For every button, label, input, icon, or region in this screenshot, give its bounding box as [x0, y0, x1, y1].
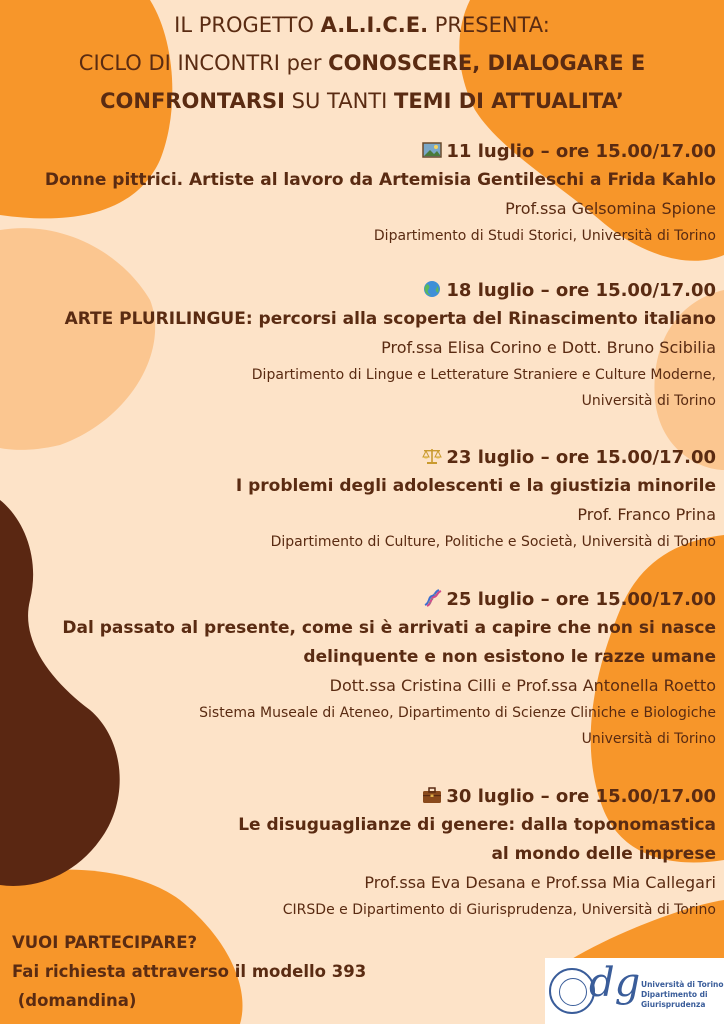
event-department: Sistema Museale di Ateneo, Dipartimento di Scienze Cliniche e Biologiche	[199, 705, 716, 721]
header-text: IL PROGETTO	[174, 13, 321, 37]
header-line-2	[0, 44, 724, 82]
logo-department-name: Dipartimento di Giurisprudenza	[641, 990, 708, 1009]
event-speakers: Prof.ssa Gelsomina Spione	[505, 199, 716, 218]
globe-icon	[422, 280, 442, 298]
event-date-text: 23 luglio – ore 15.00/17.00	[446, 447, 716, 468]
scales-icon	[422, 447, 442, 465]
header-emphasis: TEMI DI ATTUALITA’	[394, 89, 624, 113]
logo-university-name: Università di Torino	[641, 980, 724, 989]
university-logo	[545, 958, 724, 1024]
event-date	[45, 138, 716, 166]
header-text: CICLO DI INCONTRI per	[78, 51, 329, 75]
event-speakers: Prof. Franco Prina	[577, 505, 716, 524]
logo-mark: dg	[589, 960, 641, 1006]
event-block-4	[62, 586, 716, 752]
dna-icon	[422, 589, 442, 607]
project-name: A.L.I.C.E.	[320, 13, 429, 37]
event-department: Dipartimento di Studi Storici, Università di Torino	[373, 228, 716, 244]
poster-header	[0, 6, 724, 120]
event-date-text: 25 luglio – ore 15.00/17.00	[446, 589, 716, 610]
event-title: ARTE PLURILINGUE: percorsi alla scoperta del Rinascimento italiano	[64, 309, 716, 329]
logo-label	[641, 980, 724, 1010]
event-department: Università di Torino	[581, 731, 716, 747]
event-title: I problemi degli adolescenti e la giustizia minorile	[235, 476, 716, 496]
header-text: SU TANTI	[284, 89, 394, 113]
event-date	[238, 783, 716, 811]
event-title: Le disuguaglianze di genere: dalla toponomastica	[238, 815, 716, 835]
event-speakers: Dott.ssa Cristina Cilli e Prof.ssa Antonella Roetto	[329, 676, 716, 695]
header-line-1	[0, 6, 724, 44]
event-block-2	[65, 277, 716, 414]
event-title: delinquente e non esistono le razze umane	[303, 647, 716, 667]
event-department: Università di Torino	[581, 393, 716, 409]
painting-icon	[422, 141, 442, 159]
event-date-text: 30 luglio – ore 15.00/17.00	[446, 786, 716, 807]
event-block-1	[45, 138, 716, 249]
event-speakers: Prof.ssa Elisa Corino e Dott. Bruno Scibilia	[381, 338, 716, 357]
event-speakers: Prof.ssa Eva Desana e Prof.ssa Mia Callegari	[364, 873, 716, 892]
cta-heading: VUOI PARTECIPARE?	[12, 933, 198, 952]
event-date-text: 18 luglio – ore 15.00/17.00	[446, 280, 716, 301]
event-department: CIRSDe e Dipartimento di Giurisprudenza, Università di Torino	[282, 902, 716, 918]
cta-form-name: (domandina)	[12, 991, 137, 1010]
event-department: Dipartimento di Lingue e Letterature Straniere e Culture Moderne,	[251, 367, 716, 383]
event-title: al mondo delle imprese	[491, 844, 716, 864]
event-title: Dal passato al presente, come si è arrivati a capire che non si nasce	[62, 618, 716, 638]
header-emphasis: CONFRONTARSI	[100, 89, 285, 113]
event-date	[65, 277, 716, 305]
cta-instructions: Fai richiesta attraverso il modello 393	[12, 962, 367, 981]
event-title: Donne pittrici. Artiste al lavoro da Artemisia Gentileschi a Frida Kahlo	[44, 170, 716, 190]
event-block-5	[238, 783, 716, 923]
event-department: Dipartimento di Culture, Politiche e Società, Università di Torino	[270, 534, 716, 550]
header-emphasis: CONOSCERE, DIALOGARE E	[328, 51, 646, 75]
event-date	[236, 444, 716, 472]
event-date	[62, 586, 716, 614]
participation-info	[12, 928, 366, 1015]
header-line-3	[0, 82, 724, 120]
event-date-text: 11 luglio – ore 15.00/17.00	[446, 141, 716, 162]
header-text: PRESENTA:	[428, 13, 550, 37]
briefcase-icon	[422, 786, 442, 804]
event-block-3	[236, 444, 716, 555]
